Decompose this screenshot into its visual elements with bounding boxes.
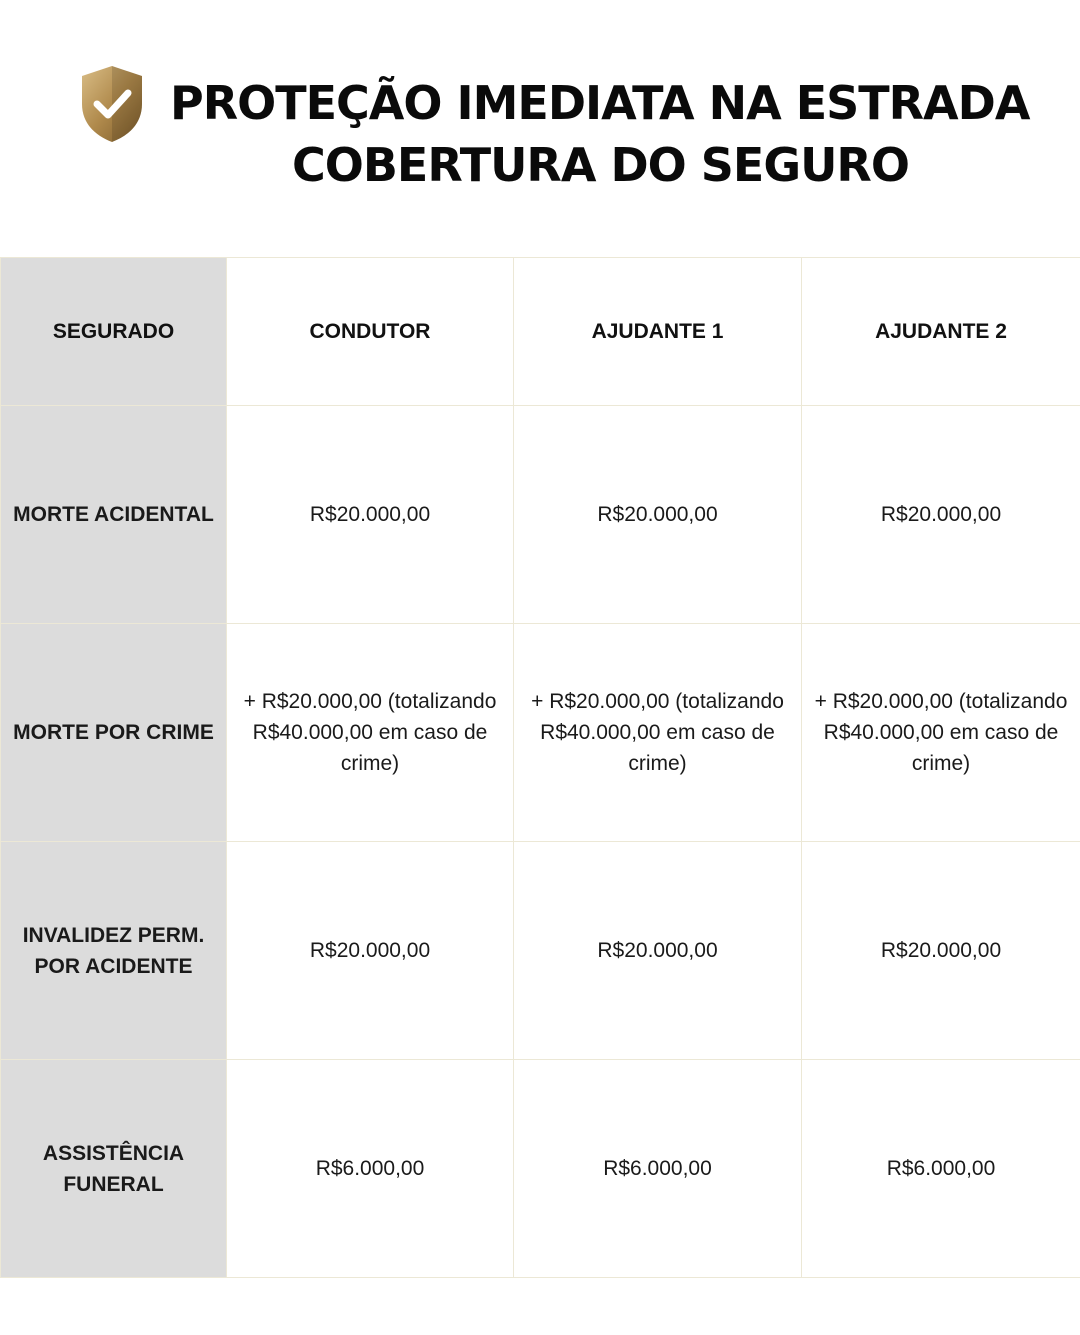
- table-row: [1, 842, 1080, 1060]
- table-header-row: [1, 258, 1080, 406]
- table-cell: R$20.000,00: [514, 842, 802, 1060]
- shield-check-icon: [78, 64, 146, 144]
- table-cell: R$20.000,00: [514, 406, 802, 624]
- table-row: [1, 1060, 1080, 1278]
- row-label-invalidez: INVALIDEZ PERM. POR ACIDENTE: [1, 842, 227, 1060]
- table-row: [1, 406, 1080, 624]
- table-cell: + R$20.000,00 (totalizando R$40.000,00 em caso de crime): [514, 624, 802, 842]
- table-cell: R$20.000,00: [227, 406, 514, 624]
- header: [0, 0, 1080, 230]
- table-cell: R$20.000,00: [802, 406, 1080, 624]
- page-title: PROTEÇÃO IMEDIATA NA ESTRADA: [170, 76, 1030, 130]
- table-row: [1, 624, 1080, 842]
- column-header-condutor: CONDUTOR: [227, 258, 514, 406]
- column-header-ajudante-2: AJUDANTE 2: [802, 258, 1080, 406]
- column-header-segurado: SEGURADO: [1, 258, 227, 406]
- table-cell: R$6.000,00: [514, 1060, 802, 1278]
- table-cell: R$6.000,00: [802, 1060, 1080, 1278]
- coverage-table: [0, 257, 1080, 1278]
- column-header-ajudante-1: AJUDANTE 1: [514, 258, 802, 406]
- row-label-morte-por-crime: MORTE POR CRIME: [1, 624, 227, 842]
- row-label-assistencia-funeral: ASSISTÊNCIA FUNERAL: [1, 1060, 227, 1278]
- table-cell: R$6.000,00: [227, 1060, 514, 1278]
- table-cell: R$20.000,00: [802, 842, 1080, 1060]
- table-cell: R$20.000,00: [227, 842, 514, 1060]
- row-label-morte-acidental: MORTE ACIDENTAL: [1, 406, 227, 624]
- table-cell: + R$20.000,00 (totalizando R$40.000,00 em caso de crime): [802, 624, 1080, 842]
- page-subtitle: COBERTURA DO SEGURO: [292, 138, 909, 192]
- table-cell: + R$20.000,00 (totalizando R$40.000,00 em caso de crime): [227, 624, 514, 842]
